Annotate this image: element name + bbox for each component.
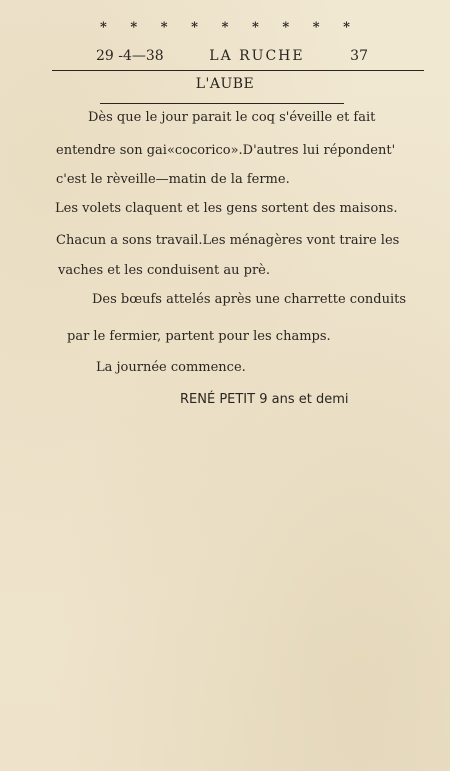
text-line: La journée commence.	[96, 360, 246, 375]
star-ornament: *	[312, 20, 320, 35]
text-line: Chacun a sons travail.Les ménagères vont traire les	[56, 233, 400, 248]
star-ornament: *	[251, 20, 259, 35]
page-number: 37	[350, 48, 368, 64]
text-line: par le fermier, partent pour les champs.	[67, 329, 331, 344]
running-header	[96, 48, 368, 64]
publication-title: LA RUCHE	[209, 48, 305, 64]
star-ornament: *	[130, 20, 138, 35]
star-ornament: *	[282, 20, 290, 35]
text-line: Dès que le jour parait le coq s'éveille et fait	[88, 110, 376, 125]
star-ornament: *	[191, 20, 198, 35]
text-line: vaches et les conduisent au prè.	[58, 263, 270, 278]
author-signature: RENÉ PETIT 9 ans et demi	[180, 392, 349, 407]
title-rule	[100, 103, 344, 104]
issue-date: 29 -4—38	[96, 48, 164, 64]
header-rule	[52, 70, 424, 71]
text-line: entendre son gai«cocorico».D'autres lui répondent'	[56, 143, 396, 158]
star-ornament: *	[160, 20, 168, 35]
text-line: c'est le rèveille—matin de la ferme.	[56, 172, 290, 187]
star-ornament: *	[221, 20, 229, 35]
text-line: Les volets claquent et les gens sortent des maisons.	[55, 201, 398, 216]
star-ornament-row	[100, 20, 350, 35]
text-line: Des bœufs attelés après une charrette conduits	[92, 292, 407, 307]
star-ornament: *	[100, 20, 107, 35]
article-title: L'AUBE	[195, 76, 255, 92]
star-ornament: *	[343, 20, 350, 35]
